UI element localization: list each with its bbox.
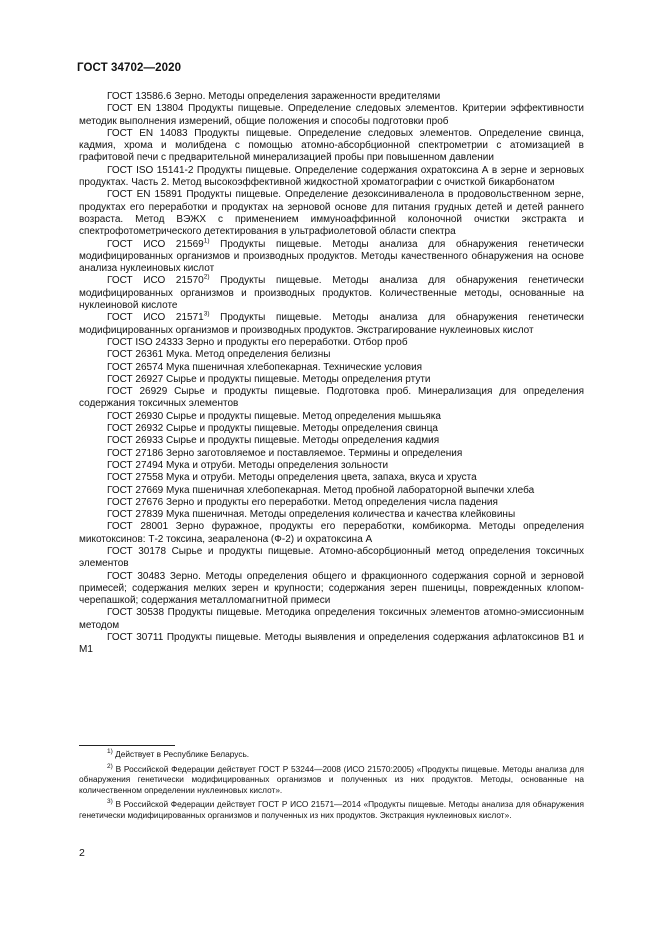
footnote-mark: 2) xyxy=(107,762,113,770)
footnote-divider xyxy=(79,745,175,746)
reference-text: ГОСТ 30711 Продукты пищевые. Методы выявления и определения содержания афлатоксинов B1 и M1 xyxy=(79,632,584,656)
reference-text: ГОСТ 27186 Зерно заготовляемое и поставляемое. Термины и определения xyxy=(107,447,463,459)
reference-item xyxy=(79,423,584,435)
reference-text: ГОСТ 28001 Зерно фуражное, продукты его переработки, комбикорма. Методы определения микотоксинов: Т-2 токсина, зеараленона (Ф-2) и охратоксина А xyxy=(79,521,584,545)
reference-item xyxy=(79,497,584,509)
reference-item xyxy=(79,448,584,460)
reference-text: ГОСТ 26574 Мука пшеничная хлебопекарная. Технические условия xyxy=(107,361,423,373)
reference-item xyxy=(79,485,584,497)
reference-text: ГОСТ ИСО 21569 xyxy=(107,238,204,250)
reference-text: ГОСТ ИСО 21570 xyxy=(107,275,204,287)
reference-item xyxy=(79,165,584,190)
reference-text: ГОСТ 27558 Мука и отруби. Методы определения цвета, запаха, вкуса и хруста xyxy=(107,472,477,484)
reference-item xyxy=(79,472,584,484)
footnote-item xyxy=(79,799,584,820)
reference-text: ГОСТ EN 14083 Продукты пищевые. Определение следовых элементов. Определение свинца, кадмия, хрома и молибдена с помощью атомно-абсорбционной спектрометрии с атомизацией в графитовой печи с предварительной минерализацией пробы при повышенном давлении xyxy=(79,127,584,164)
reference-item xyxy=(79,571,584,608)
reference-item xyxy=(79,386,584,411)
footnote-ref-2: 2) xyxy=(203,274,210,282)
footnotes xyxy=(79,749,584,825)
reference-text: ГОСТ EN 15891 Продукты пищевые. Определение дезоксиниваленола в продовольственном зерне, продуктах его переработки и продуктах на зерновой основе для питания грудных детей и детей раннего возраста. Метод ВЭЖХ с применением иммуноаффинной колоночной очистки экстракта и спектрофотометрического детектирования в ультрафиолетовой области спектра xyxy=(79,189,584,238)
reference-text: ГОСТ 27494 Мука и отруби. Методы определения зольности xyxy=(107,459,389,471)
reference-text: ГОСТ 27669 Мука пшеничная хлебопекарная. Метод пробной лабораторной выпечки хлеба xyxy=(107,484,535,496)
reference-text-continued: Продукты пищевые. Методы анализа для обнаружения генетически модифицированных организмов и производных продуктов. Количественные методы, основанные на нуклеиновой кислоте xyxy=(79,275,584,312)
reference-text: ГОСТ 27839 Мука пшеничная. Методы определения количества и качества клейковины xyxy=(107,509,516,521)
reference-item xyxy=(79,509,584,521)
reference-item xyxy=(79,632,584,657)
reference-text: ГОСТ 26933 Сырье и продукты пищевые. Методы определения кадмия xyxy=(107,435,440,447)
reference-item xyxy=(79,546,584,571)
footnote-ref-3: 3) xyxy=(203,311,210,319)
reference-text-continued: Продукты пищевые. Методы анализа для обнаружения генетически модифицированных организмов и производных продуктов. Экстрагирование нуклеиновых кислот xyxy=(79,312,584,336)
reference-item xyxy=(79,362,584,374)
reference-item xyxy=(79,607,584,632)
normative-references-list xyxy=(79,91,584,657)
reference-text: ГОСТ ISO 15141-2 Продукты пищевые. Определение содержания охратоксина А в зерне и зерновых продуктах. Часть 2. Метод высокоэффективной жидкостной хроматографии с очисткой бикарбонатом xyxy=(79,164,584,189)
reference-text: ГОСТ 30538 Продукты пищевые. Методика определения токсичных элементов атомно-эмиссионным методом xyxy=(79,607,584,631)
reference-item xyxy=(79,435,584,447)
footnote-text: В Российской Федерации действует ГОСТ Р ИСО 21571—2014 «Продукты пищевые. Методы анализа для обнаружения генетически модифицированных организмов и полученных из них продуктов. Экстракция нуклеиновых кислот». xyxy=(79,799,584,820)
footnote-mark: 1) xyxy=(107,748,113,756)
reference-item xyxy=(79,411,584,423)
reference-text: ГОСТ 26927 Сырье и продукты пищевые. Методы определения ртути xyxy=(107,373,431,385)
reference-item xyxy=(79,128,584,165)
reference-item xyxy=(79,103,584,128)
reference-item xyxy=(79,275,584,312)
page-number: 2 xyxy=(79,847,85,859)
reference-text: ГОСТ 13586.6 Зерно. Методы определения зараженности вредителями xyxy=(107,91,441,102)
reference-item xyxy=(79,374,584,386)
reference-item xyxy=(79,460,584,472)
reference-item xyxy=(79,239,584,276)
reference-text: ГОСТ 26361 Мука. Метод определения белизны xyxy=(107,349,331,361)
reference-text: ГОСТ EN 13804 Продукты пищевые. Определение следовых элементов. Критерии эффективности методик выполнения измерений, общие положения и способы подготовки проб xyxy=(79,103,584,127)
reference-text: ГОСТ 30483 Зерно. Методы определения общего и фракционного содержания сорной и зерновой примесей; содержания мелких зерен и крупности; содержания зерен пшеницы, поврежденных клопом-черепашкой; содержания металломагнитной примеси xyxy=(79,570,584,607)
footnote-mark: 3) xyxy=(107,798,113,806)
reference-text: ГОСТ 26929 Сырье и продукты пищевые. Подготовка проб. Минерализация для определения содержания токсичных элементов xyxy=(79,386,584,410)
reference-item xyxy=(79,349,584,361)
document-header: ГОСТ 34702—2020 xyxy=(77,62,182,74)
reference-item xyxy=(79,521,584,546)
footnote-text: Действует в Республике Беларусь. xyxy=(112,749,250,759)
reference-text: ГОСТ ISO 24333 Зерно и продукты его переработки. Отбор проб xyxy=(107,336,408,348)
reference-text: ГОСТ 26932 Сырье и продукты пищевые. Методы определения свинца xyxy=(107,423,438,435)
footnote-item xyxy=(79,764,584,796)
reference-item xyxy=(79,189,584,238)
reference-item xyxy=(79,337,584,349)
reference-text: ГОСТ 27676 Зерно и продукты его переработки. Метод определения числа падения xyxy=(107,496,498,508)
reference-item xyxy=(79,312,584,337)
reference-item xyxy=(79,91,584,103)
reference-text: ГОСТ 26930 Сырье и продукты пищевые. Метод определения мышьяка xyxy=(107,410,441,422)
reference-text-continued: Продукты пищевые. Методы анализа для обнаружения генетически модифицированных организмов и производных продуктов. Методы качественного обнаружения на основе анализа нуклеиновых кислот xyxy=(79,238,584,275)
footnote-text: В Российской Федерации действует ГОСТ Р 53244—2008 (ИСО 21570:2005) «Продукты пищевые. Методы анализа для обнаружения генетически модифицированных организмов и полученных из них продуктов. Методы, основанные на количественном определении нуклеиновых кислот». xyxy=(79,763,584,795)
footnote-ref-1: 1) xyxy=(203,237,210,245)
reference-text: ГОСТ 30178 Сырье и продукты пищевые. Атомно-абсорбционный метод определения токсичных элементов xyxy=(79,545,584,570)
reference-text: ГОСТ ИСО 21571 xyxy=(107,312,204,324)
footnote-item xyxy=(79,749,584,760)
